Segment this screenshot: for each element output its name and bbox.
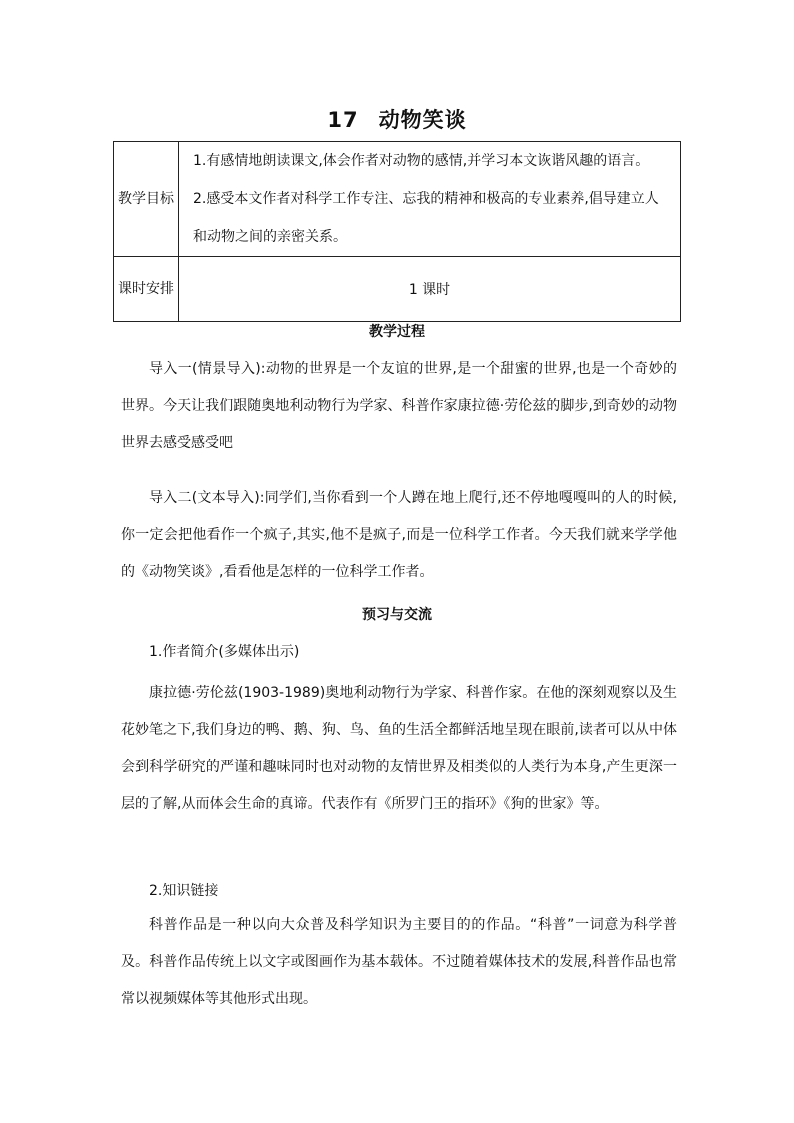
time-value: 1 课时 bbox=[408, 282, 451, 298]
process-heading: 教学过程 bbox=[369, 324, 425, 340]
intro-paragraph-2: 导入二(文本导入):同学们,当你看到一个人蹲在地上爬行,还不停地嘎嘎叫的人的时候,你一定会把他看作一个疯子,其实,他不是疯子,而是一位科学工作者。今天我们就来学学他的《动物笑谈》,看看他是怎样的一位科学工作者。 bbox=[121, 490, 677, 580]
knowledge-link-text: 科普作品是一种以向大众普及科学知识为主要目的的作品。“科普”一词意为科学普及。科普作品传统上以文字或图画作为基本载体。不过随着媒体技术的发展,科普作品也常常以视频媒体等其他形式出现。 bbox=[121, 917, 677, 1007]
lesson-title bbox=[0, 104, 794, 134]
goal-header: 教学目标 bbox=[118, 191, 174, 207]
lesson-name: 动物笑谈 bbox=[378, 108, 467, 132]
author-intro-text: 康拉德·劳伦兹(1903-1989)奥地利动物行为学家、科普作家。在他的深刻观察以及生花妙笔之下,我们身边的鸭、鹅、狗、鸟、鱼的生活全都鲜活地呈现在眼前,读者可以从中体会到科学研究的严谨和趣味同时也对动物的友情世界及相类似的人类行为本身,产生更深一层的了解,从而体会生命的真谛。代表作有《所罗门王的指环》《狗的世家》等。 bbox=[121, 685, 677, 812]
preview-heading: 预习与交流 bbox=[362, 607, 432, 623]
goal-item-1: 1.有感情地朗读课文,体会作者对动物的感情,并学习本文诙谐风趣的语言。 bbox=[193, 153, 650, 169]
intro-paragraph-1: 导入一(情景导入):动物的世界是一个友谊的世界,是一个甜蜜的世界,也是一个奇妙的世界。今天让我们跟随奥地利动物行为学家、科普作家康拉德·劳伦兹的脚步,到奇妙的动物世界去感受感受吧 bbox=[121, 361, 677, 451]
goal-content-cell bbox=[179, 142, 681, 257]
knowledge-link-title: 2.知识链接 bbox=[149, 883, 219, 899]
goal-row bbox=[114, 142, 681, 257]
goal-item-2: 2.感受本文作者对科学工作专注、忘我的精神和极高的专业素养,倡导建立人和动物之间的亲密关系。 bbox=[193, 191, 659, 245]
time-value-cell bbox=[179, 257, 681, 322]
author-intro-title: 1.作者简介(多媒体出示) bbox=[149, 644, 300, 660]
lesson-info-table bbox=[113, 141, 681, 322]
time-header: 课时安排 bbox=[118, 281, 174, 297]
lesson-number: 17 bbox=[327, 108, 359, 132]
time-header-cell bbox=[114, 257, 179, 322]
goal-header-cell bbox=[114, 142, 179, 257]
time-row bbox=[114, 257, 681, 322]
